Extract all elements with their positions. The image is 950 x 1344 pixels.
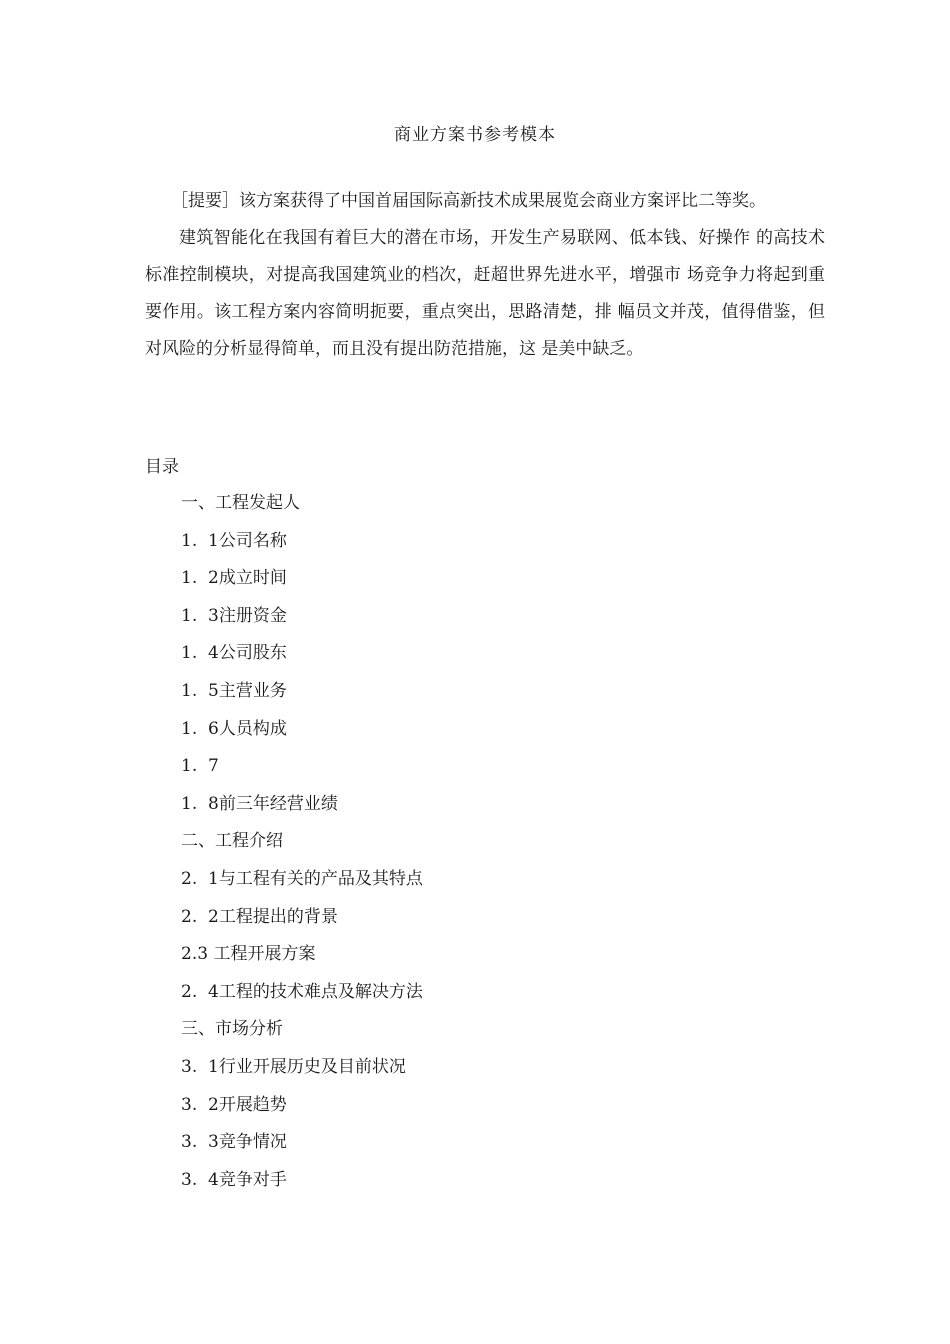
toc-item: 1. 1公司名称 xyxy=(181,530,287,551)
toc-item: 2. 2工程提出的背景 xyxy=(181,906,338,927)
document-title: 商业方案书参考模本 xyxy=(394,125,556,145)
toc-item: 3. 2开展趋势 xyxy=(181,1094,287,1115)
toc-item: 2. 1与工程有关的产品及其特点 xyxy=(181,868,423,889)
abstract-section xyxy=(145,183,825,368)
toc-item: 3. 1行业开展历史及目前状况 xyxy=(181,1056,406,1077)
toc-item: 1. 7 xyxy=(181,756,219,777)
toc-item: 1. 2成立时间 xyxy=(181,568,287,589)
toc-item: 1. 6人员构成 xyxy=(181,718,287,739)
toc-item: 2. 4工程的技术难点及解决方法 xyxy=(181,981,423,1002)
toc-item: 1. 8前三年经营业绩 xyxy=(181,793,338,814)
toc-item: 1. 5主营业务 xyxy=(181,680,287,701)
body-paragraph: 建筑智能化在我国有着巨大的潜在市场，开发生产易联网、低本钱、好操作 的高技术标准控制模块，对提高我国建筑业的档次，赶超世界先进水平，增强市 场竞争力将起到重要作用。该工程方案内容简明扼要，重点突出，思路清楚，排 幅员文并茂，值得借鉴，但对风险的分析显得简单，而且没有提出防范措施，这 是美中缺乏。 xyxy=(145,228,825,359)
toc-item: 三、市场分析 xyxy=(181,1019,283,1040)
table-of-contents xyxy=(181,485,423,1199)
toc-item: 一、工程发起人 xyxy=(181,493,300,513)
toc-item: 1. 3注册资金 xyxy=(181,605,287,626)
toc-item: 1. 4公司股东 xyxy=(181,643,287,664)
toc-item: 2.3 工程开展方案 xyxy=(181,944,316,965)
abstract-line: ［提要］该方案获得了中国首届国际高新技术成果展览会商业方案评比二等奖。 xyxy=(171,191,766,211)
toc-heading: 目录 xyxy=(145,457,179,477)
toc-item: 3. 3竞争情况 xyxy=(181,1132,287,1153)
toc-item: 二、工程介绍 xyxy=(181,831,283,852)
toc-item: 3. 4竞争对手 xyxy=(181,1169,287,1190)
